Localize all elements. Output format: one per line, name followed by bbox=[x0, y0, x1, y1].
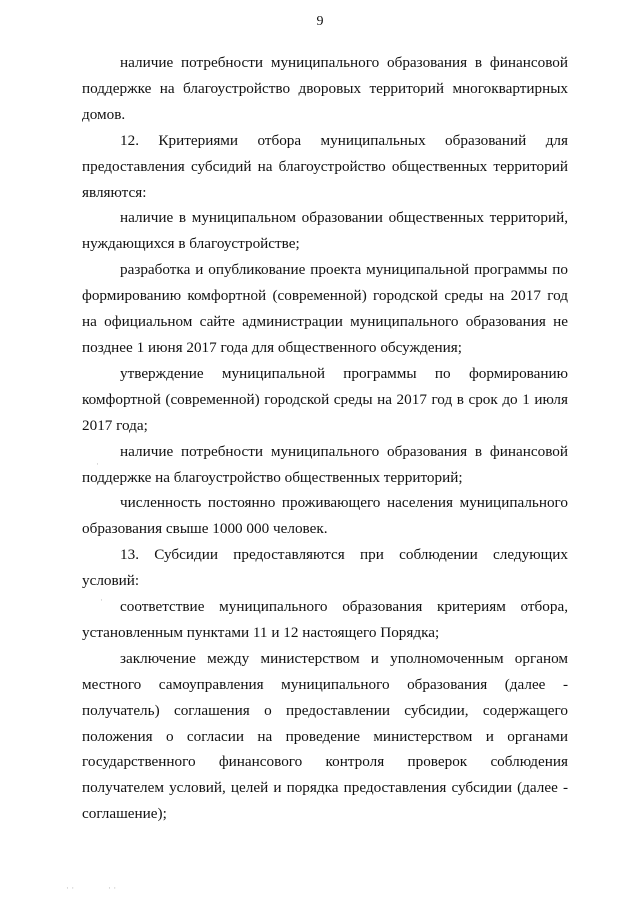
scan-speck: · · bbox=[108, 883, 117, 893]
paragraph-public-territories: наличие в муниципальном образовании общественных территорий, нуждающихся в благоустройстве; bbox=[82, 209, 568, 253]
paragraph-criteria-compliance: соответствие муниципального образования критериям отбора, установленным пунктами 11 и 12 настоящего Порядка; bbox=[82, 598, 568, 641]
paragraph-program-approval: утверждение муниципальной программы по формированию комфортной (современной) городской среды на 2017 год в срок до 1 июля 2017 года; bbox=[82, 364, 568, 434]
paragraph-13-conditions: 13. Субсидии предоставляются при соблюдении следующих условий: bbox=[82, 546, 568, 590]
page-number: 9 bbox=[316, 14, 324, 29]
paragraph-need-courtyards: наличие потребности муниципального образования в финансовой поддержке на благоустройство дворовых территорий многоквартирных домов. bbox=[82, 54, 568, 123]
scan-speck: · bbox=[96, 459, 99, 469]
scan-speck: · · bbox=[66, 883, 75, 893]
paragraph-need-public: наличие потребности муниципального образования в финансовой поддержке на благоустройство общественных территорий; bbox=[82, 442, 568, 486]
paragraph-12-criteria: 12. Критериями отбора муниципальных образований для предоставления субсидий на благоустройство общественных территорий являются: bbox=[82, 131, 568, 201]
paragraph-agreement: заключение между министерством и уполномоченным органом местного самоуправления муниципального образования (далее - получатель) соглашения о предоставлении субсидии, содержащего положения о согласии на проведение министерством и органами государственного финансового контроля проверок соблюдения получателем условий, целей и порядка предоставления субсидии (далее - соглашение); bbox=[82, 649, 568, 823]
paragraph-population: численность постоянно проживающего населения муниципального образования свыше 1000 000 человек. bbox=[82, 494, 568, 538]
document-body bbox=[82, 50, 568, 827]
paragraph-program-draft: разработка и опубликование проекта муниципальной программы по формированию комфортной (современной) городской среды на 2017 год на официальном сайте администрации муниципального образования не позднее 1 июня 2017 года для общественного обсуждения; bbox=[82, 261, 568, 356]
scan-speck: · bbox=[100, 595, 103, 605]
